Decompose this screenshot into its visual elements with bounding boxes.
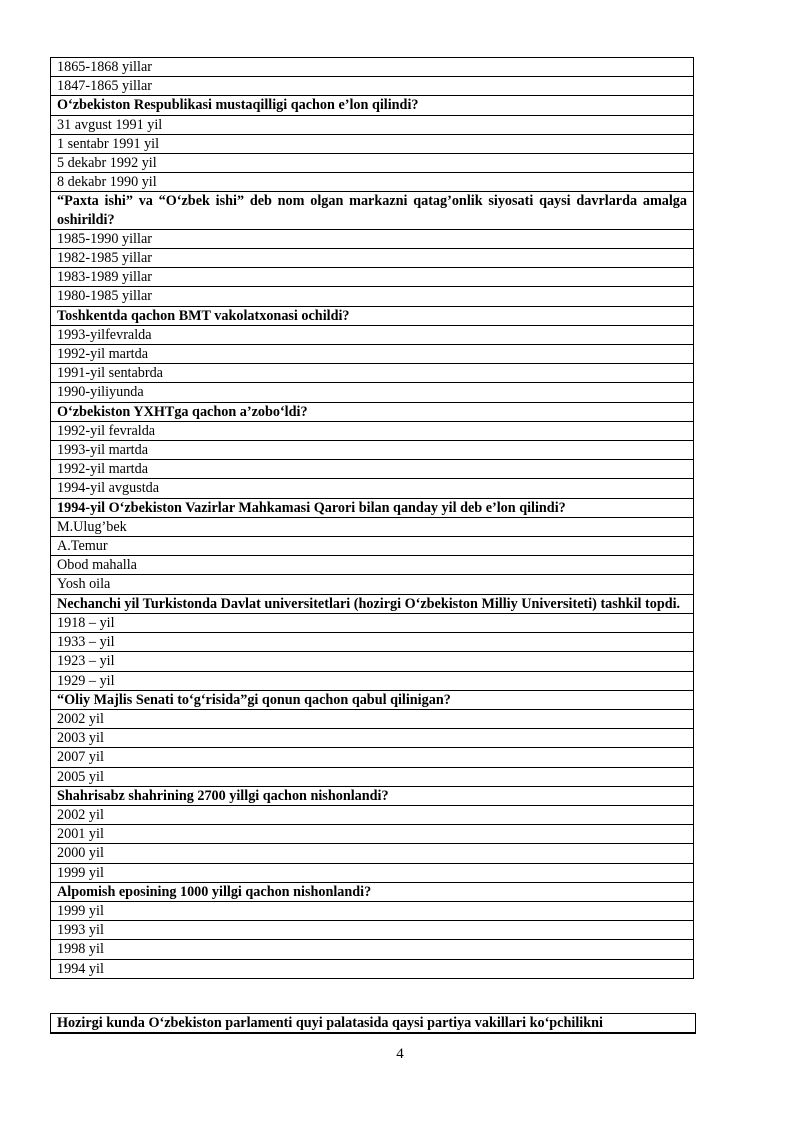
answer-option: 1992-yil martda	[51, 344, 693, 363]
question-block-6	[50, 595, 694, 691]
answer-option: 1985-1990 yillar	[51, 229, 693, 248]
answer-option: 1990-yiliyunda	[51, 382, 693, 401]
answer-option: M.Ulug’bek	[51, 517, 693, 536]
answer-option: Yosh oila	[51, 574, 693, 593]
answer-option: 31 avgust 1991 yil	[51, 115, 693, 134]
answer-option: 2001 yil	[51, 824, 693, 843]
question-block-8	[50, 787, 694, 883]
answer-option: 8 dekabr 1990 yil	[51, 172, 693, 191]
answer-option: 1918 – yil	[51, 613, 693, 632]
question-text: Toshkentda qachon BMT vakolatxonasi ochildi?	[57, 307, 350, 324]
answer-option: 1993 yil	[51, 920, 693, 939]
answer-option: 1983-1989 yillar	[51, 267, 693, 286]
page-number: 4	[396, 1046, 404, 1062]
question-block-2	[50, 192, 694, 306]
question-text: Hozirgi kunda O‘zbekiston parlamenti quyi palatasida qaysi partiya vakillari ko‘pchilikni	[57, 1015, 603, 1031]
answer-option: 1865-1868 yillar	[57, 59, 152, 75]
question-block-3	[50, 307, 694, 403]
question-text: “Paxta ishi” va “O‘zbek ishi” deb nom olgan markazni qatag’onlik siyosati qaysi davrlarda amalga oshirildi?	[57, 193, 687, 228]
answer-option: 1847-1865 yillar	[51, 76, 693, 95]
answer-option: Obod mahalla	[51, 555, 693, 574]
answer-option: 1933 – yil	[51, 632, 693, 651]
answer-option: 1999 yil	[51, 901, 693, 920]
question-text: Shahrisabz shahrining 2700 yillgi qachon nishonlandi?	[57, 787, 389, 804]
answer-option: 1 sentabr 1991 yil	[51, 134, 693, 153]
answer-option: 2000 yil	[51, 843, 693, 862]
answer-option: A.Temur	[51, 536, 693, 555]
answer-option: 1994 yil	[51, 959, 693, 978]
answer-option: 1991-yil sentabrda	[51, 363, 693, 382]
next-question-block	[50, 1013, 696, 1034]
question-text: O‘zbekiston Respublikasi mustaqilligi qachon e’lon qilindi?	[57, 97, 419, 114]
answer-option: 5 dekabr 1992 yil	[51, 153, 693, 172]
answer-option: 2002 yil	[51, 709, 693, 728]
answer-option: 1993-yil martda	[51, 440, 693, 459]
question-text: Alpomish eposining 1000 yillgi qachon nishonlandi?	[57, 883, 372, 900]
answer-option: 1923 – yil	[51, 651, 693, 670]
question-text: O‘zbekiston YXHTga qachon a’zobo‘ldi?	[57, 403, 308, 420]
answer-option: 2002 yil	[51, 805, 693, 824]
question-text: 1994-yil O‘zbekiston Vazirlar Mahkamasi Qarori bilan qanday yil deb e’lon qilindi?	[57, 499, 566, 516]
answer-option: 1980-1985 yillar	[51, 286, 693, 305]
answer-option: 1994-yil avgustda	[51, 478, 693, 497]
answer-option: 1992-yil fevralda	[51, 421, 693, 440]
question-block-4	[50, 403, 694, 499]
answer-option: 2005 yil	[51, 767, 693, 786]
answer-option: 2007 yil	[51, 747, 693, 766]
answer-option: 2003 yil	[51, 728, 693, 747]
answer-option: 1992-yil martda	[51, 459, 693, 478]
answer-option: 1982-1985 yillar	[51, 248, 693, 267]
answer-option: 1929 – yil	[51, 671, 693, 690]
question-text: Nechanchi yil Turkistonda Davlat universitetlari (hozirgi O‘zbekiston Milliy Universiteti) tashkil topdi.	[57, 595, 681, 612]
answer-option: 1999 yil	[51, 863, 693, 882]
answer-option: 1993-yilfevralda	[51, 325, 693, 344]
answer-option: 1998 yil	[51, 939, 693, 958]
question-block-5	[50, 499, 694, 595]
answer-block-top	[50, 57, 694, 96]
question-block-7	[50, 691, 694, 787]
question-block-1	[50, 96, 694, 192]
question-block-9	[50, 883, 694, 979]
quiz-table	[50, 57, 694, 979]
question-text: “Oliy Majlis Senati to‘g‘risida”gi qonun qachon qabul qilinigan?	[57, 691, 451, 708]
